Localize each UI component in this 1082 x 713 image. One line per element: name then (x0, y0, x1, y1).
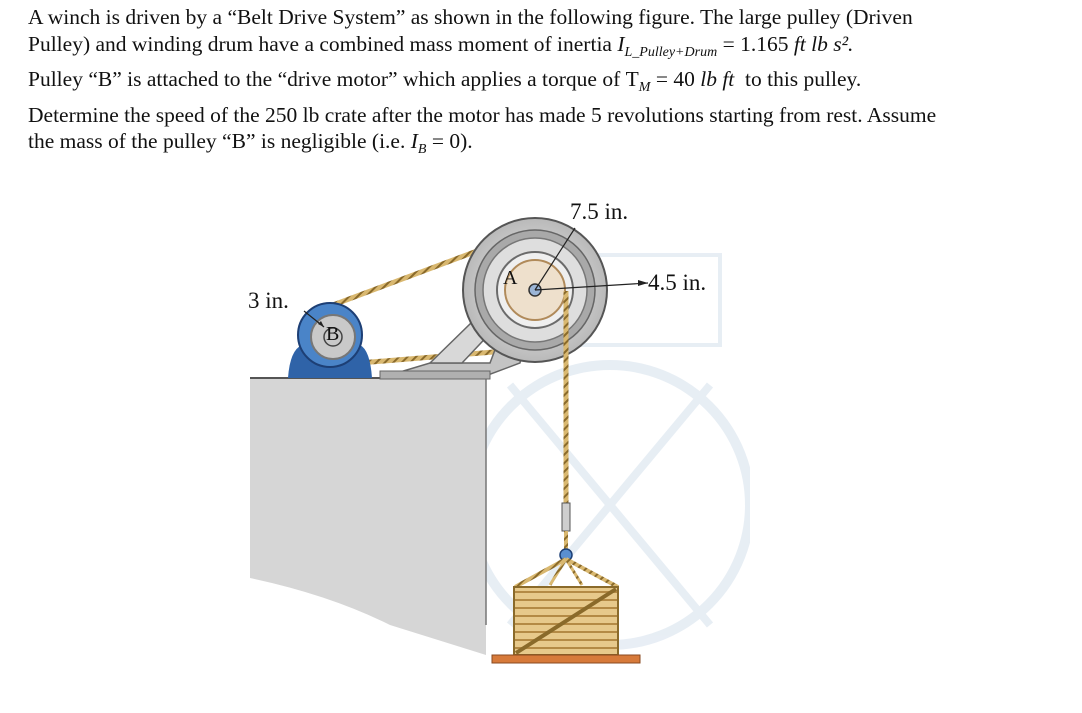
torque-subscript: M (638, 80, 651, 95)
torque-unit: lb ft (700, 67, 735, 91)
dim-small-radius: 3 in. (248, 288, 289, 313)
dim-large-radius: 7.5 in. (570, 199, 629, 224)
belt-drive-figure (230, 185, 750, 675)
inertia-symbol: I (617, 31, 625, 56)
large-pulley-a (463, 218, 648, 362)
line-4: Determine the speed of the 250 lb crate after the motor has made 5 revolutions starting from rest. Assume (28, 102, 937, 127)
dim-drum-radius: 4.5 in. (648, 270, 707, 295)
ib-subscript: B (417, 142, 427, 157)
line-2: Pulley) and winding drum have a combined mass moment of inertia $I_{L\_Pulley+Drum} = 1.165$ ft lb s². (28, 31, 854, 60)
inertia-value: = 1.165 (722, 31, 789, 56)
line-1: A winch is driven by a “Belt Drive System” as shown in the following figure. The large pulley (Driven (28, 5, 913, 29)
label-pulley-b: B (326, 323, 340, 345)
ib-symbol: I (410, 129, 418, 153)
line-5: the mass of the pulley “B” is negligible (i.e. $I_B = 0$). (28, 129, 473, 157)
torque-symbol: T (625, 67, 639, 91)
ground-ledge (250, 378, 486, 655)
label-pulley-a: A (503, 267, 518, 289)
inertia-subscript: L_Pulley+Drum (624, 44, 718, 60)
rope-clamp (562, 503, 570, 531)
figure-drawing (230, 185, 750, 675)
crate (492, 587, 640, 663)
torque-value: = 40 (655, 67, 695, 91)
inertia-unit: ft lb s². (793, 31, 854, 56)
line-3: Pulley “B” is attached to the “drive motor” which applies a torque of $T_M = 40$ lb ft to this pulley. (28, 67, 862, 95)
problem-statement (28, 4, 1068, 164)
